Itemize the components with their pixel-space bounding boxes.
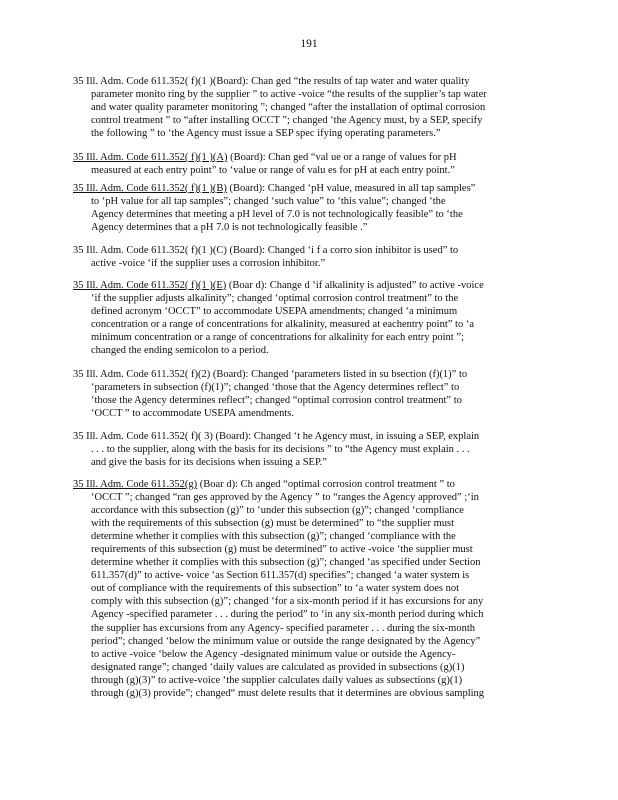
text-line — [73, 530, 535, 543]
line-text: ‘those the Agency determines reflect”; changed “optimal corrosion control treatment” to — [91, 395, 462, 407]
line-text: to ‘pH value for all tap samples”; changed ‘such value” to ‘this value”; changed ‘the — [91, 196, 446, 208]
line-text: 611.357(d)” to active- voice ‘as Section 611.357(d) specifies”; changed ‘a water system is — [91, 570, 470, 582]
text-line — [73, 381, 535, 394]
line-text: and give the basis for its decisions when issuing a SEP.” — [91, 457, 327, 469]
comment-paragraph — [73, 151, 535, 177]
line-text: changed the ending semicolon to a period. — [91, 345, 269, 357]
text-line — [73, 407, 535, 420]
text-line — [73, 164, 535, 177]
text-line — [73, 292, 535, 305]
comment-paragraph — [73, 368, 535, 420]
line-text: determine whether it complies with this subsection (g)”; changed ‘as specified under Section — [91, 557, 481, 569]
text-line — [73, 443, 535, 456]
line-text: designated range”; changed ‘daily values are calculated as provided in subsections (g)(1) — [91, 661, 465, 673]
line-text: through (g)(3)” to active-voice ‘the supplier calculates daily values as subsections (g)(1) — [91, 674, 463, 686]
line-text: defined acronym ‘OCCT” to accommodate USEPA amendments; changed ‘a minimum — [91, 306, 458, 318]
line-text: comply with this subsection (g)”; changed ‘for a six-month period if it has excursions for any — [91, 596, 484, 608]
text-line — [73, 182, 535, 195]
line-text: (Boar d): Ch anged “optimal corrosion control treatment ” to — [197, 479, 455, 490]
section-citation: 35 Ill. Adm. Code 611.352(g) — [73, 479, 198, 490]
line-text: determine whether it complies with this subsection (g)”; changed ‘compliance with the — [91, 531, 456, 543]
line-text: and water quality parameter monitoring ”; changed “after the installation of optimal corrosion — [91, 102, 486, 114]
text-line — [73, 114, 535, 127]
line-text: through (g)(3) provide”; changed“ must delete results that it determines are obvious sampling — [91, 687, 485, 699]
line-text: active -voice ‘if the supplier uses a corrosion inhibitor.” — [91, 258, 326, 270]
text-line — [73, 674, 535, 687]
text-line — [73, 622, 535, 635]
text-line — [73, 208, 535, 221]
text-line — [73, 456, 535, 469]
text-line — [73, 331, 535, 344]
text-line — [73, 257, 535, 270]
section-citation: 35 Ill. Adm. Code 611.352( f)(1 )(A) — [73, 152, 228, 163]
line-text: ‘OCCT ”; changed “ran ges approved by the Agency ” to “ranges the Agency approved” ;‘in — [91, 492, 479, 504]
line-text: control treatment ” to “after installing OCCT ”; changed ‘the Agency must, by a SEP, specify — [91, 115, 483, 127]
line-text: out of compliance with the requirements of this subsection” to ‘a water system does not — [91, 583, 459, 595]
text-line — [73, 430, 535, 443]
text-line — [73, 195, 535, 208]
line-text: Agency determines that meeting a pH level of 7.0 is not technologically feasible” to ‘the — [91, 209, 463, 221]
line-text: period”; changed ‘below the minimum value or outside the range designated by the Agency” — [91, 635, 481, 647]
text-line — [73, 75, 535, 88]
line-text: with the requirements of this subsection (g) must be determined” to “the supplier must — [91, 518, 455, 530]
line-text: measured at each entry point” to ‘value or range of valu es for pH at each entry point.” — [91, 165, 455, 177]
line-text: (Boar d): Change d ‘if alkalinity is adjusted” to active -voice — [226, 280, 484, 291]
text-line — [73, 368, 535, 381]
text-line — [73, 318, 535, 331]
text-line — [73, 279, 535, 292]
text-line — [73, 595, 535, 608]
text-line — [73, 344, 535, 357]
line-text: 35 Ill. Adm. Code 611.352( f)(2) (Board): Changed ‘parameters listed in su bsection (f)(1)” to — [73, 369, 468, 380]
comment-paragraph — [73, 279, 535, 357]
text-line — [73, 517, 535, 530]
text-line — [73, 687, 535, 700]
text-line — [73, 608, 535, 621]
line-text: the following ” to ‘the Agency must issue a SEP spec ifying operating parameters.” — [91, 128, 441, 140]
line-text: ‘parameters in subsection (f)(1)”; changed ‘those that the Agency determines reflect” to — [91, 382, 460, 394]
text-line — [73, 569, 535, 582]
comment-paragraph — [73, 478, 535, 700]
line-text: (Board): Changed ‘pH value, measured in all tap samples” — [226, 183, 476, 194]
line-text: Agency -specified parameter . . . during the period” to ‘in any six-month period during which — [91, 609, 484, 621]
line-text: requirements of this subsection (g) must be determined” to active -voice ‘the supplier must — [91, 544, 473, 556]
text-line — [73, 394, 535, 407]
line-text: . . . to the supplier, along with the basis for its decisions ” to “the Agency must explain . . . — [91, 444, 470, 456]
text-line — [73, 635, 535, 648]
text-line — [73, 582, 535, 595]
line-text: Agency determines that a pH 7.0 is not technologically feasible .” — [91, 222, 368, 234]
line-text: accordance with this subsection (g)” to ‘under this subsection (g)”; changed ‘compliance — [91, 505, 464, 517]
line-text: to active -voice ‘below the Agency -designated minimum value or outside the Agency- — [91, 648, 456, 660]
text-line — [73, 101, 535, 114]
line-text: ‘OCCT ” to accommodate USEPA amendments. — [91, 408, 294, 420]
text-line — [73, 491, 535, 504]
line-text: 35 Ill. Adm. Code 611.352( f)(1 )(C) (Board): Changed ‘i f a corro sion inhibitor is used” to — [73, 245, 459, 256]
comment-paragraph — [73, 182, 535, 234]
text-line — [73, 127, 535, 140]
line-text: (Board): Chan ged “val ue or a range of values for pH — [227, 152, 457, 163]
text-line — [73, 478, 535, 491]
line-text: 35 Ill. Adm. Code 611.352( f)(1 )(Board): Chan ged “the results of tap water and water quality — [73, 76, 470, 87]
line-text: 35 Ill. Adm. Code 611.352( f)( 3) (Board): Changed ‘t he Agency must, in issuing a SEP, explain — [73, 431, 480, 442]
text-line — [73, 305, 535, 318]
text-line — [73, 244, 535, 257]
comment-paragraph — [73, 430, 535, 469]
line-text: concentration or a range of concentrations for alkalinity, measured at eachentry point” to ‘a — [91, 319, 474, 331]
comment-paragraph — [73, 244, 535, 270]
line-text: ‘if the supplier adjusts alkalinity”; changed ‘optimal corrosion control treatment” to the — [91, 293, 459, 305]
text-line — [73, 556, 535, 569]
comment-paragraph — [73, 75, 535, 140]
text-line — [73, 543, 535, 556]
page-number: 191 — [300, 38, 318, 50]
line-text: parameter monito ring by the supplier ” to active -voice “the results of the supplier’s tap water — [91, 89, 487, 101]
line-text: the supplier has excursions from any Agency- specified parameter . . . during the six-month — [91, 622, 476, 634]
section-citation: 35 Ill. Adm. Code 611.352( f)(1 )(B) — [73, 183, 227, 194]
text-line — [73, 151, 535, 164]
text-line — [73, 504, 535, 517]
text-line — [73, 221, 535, 234]
text-line — [73, 648, 535, 661]
text-line — [73, 88, 535, 101]
text-line — [73, 661, 535, 674]
section-citation: 35 Ill. Adm. Code 611.352( f)(1 )(E) — [73, 280, 227, 291]
line-text: minimum concentration or a range of concentrations for alkalinity for each entry point ”; — [91, 332, 464, 344]
